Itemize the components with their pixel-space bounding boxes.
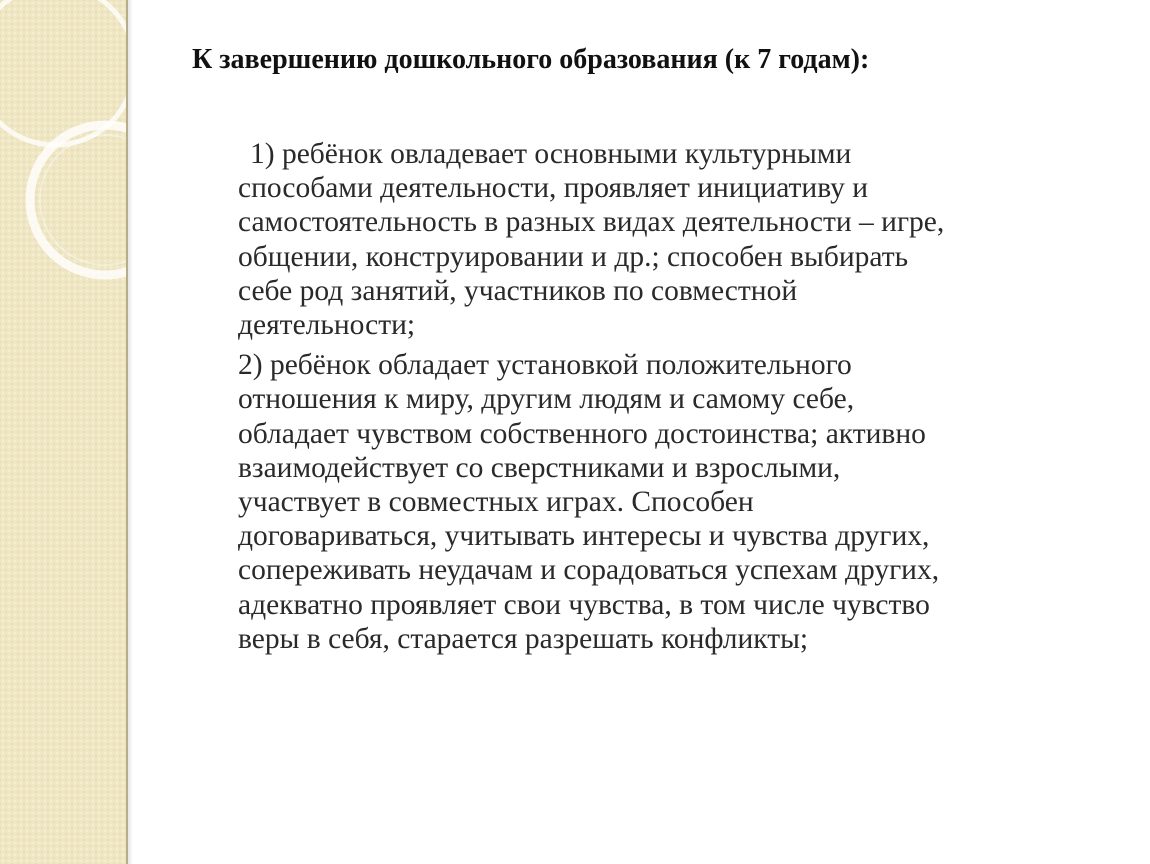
text-line: сопереживать неудачам и сорадоваться успехам других, xyxy=(238,554,940,587)
text-line: деятельности; xyxy=(238,309,416,342)
text-line: 2) ребёнок обладает установкой положительного xyxy=(238,349,852,382)
side-band-shadow xyxy=(128,0,133,864)
decorative-rings-icon xyxy=(0,0,128,300)
paragraph-2 xyxy=(238,348,1118,656)
text-line: адекватно проявляет свои чувства, в том числе чувство xyxy=(238,588,930,621)
paragraph-1 xyxy=(238,137,1118,342)
text-line: договариваться, учитывать интересы и чувства других, xyxy=(238,520,930,553)
slide-content xyxy=(238,137,1118,662)
text-line: взаимодействует со сверстниками и взрослыми, xyxy=(238,451,841,484)
text-line: обладает чувством собственного достоинства; активно xyxy=(238,417,926,450)
text-line: способами деятельности, проявляет инициативу и xyxy=(238,172,869,205)
slide-title: К завершению дошкольного образования (к 7 годам): xyxy=(192,44,870,75)
text-line: участвует в совместных играх. Способен xyxy=(238,486,754,519)
text-line: веры в себя, старается разрешать конфликты; xyxy=(238,622,809,655)
text-line: общении, конструировании и др.; способен выбирать xyxy=(238,240,909,273)
text-line: себе род занятий, участников по совместной xyxy=(238,274,798,307)
text-line: 1) ребёнок овладевает основными культурными xyxy=(250,138,852,170)
decorative-side-band xyxy=(0,0,128,864)
text-line: отношения к миру, другим людям и самому себе, xyxy=(238,383,855,416)
text-line: самостоятельность в разных видах деятельности – игре, xyxy=(238,206,945,239)
